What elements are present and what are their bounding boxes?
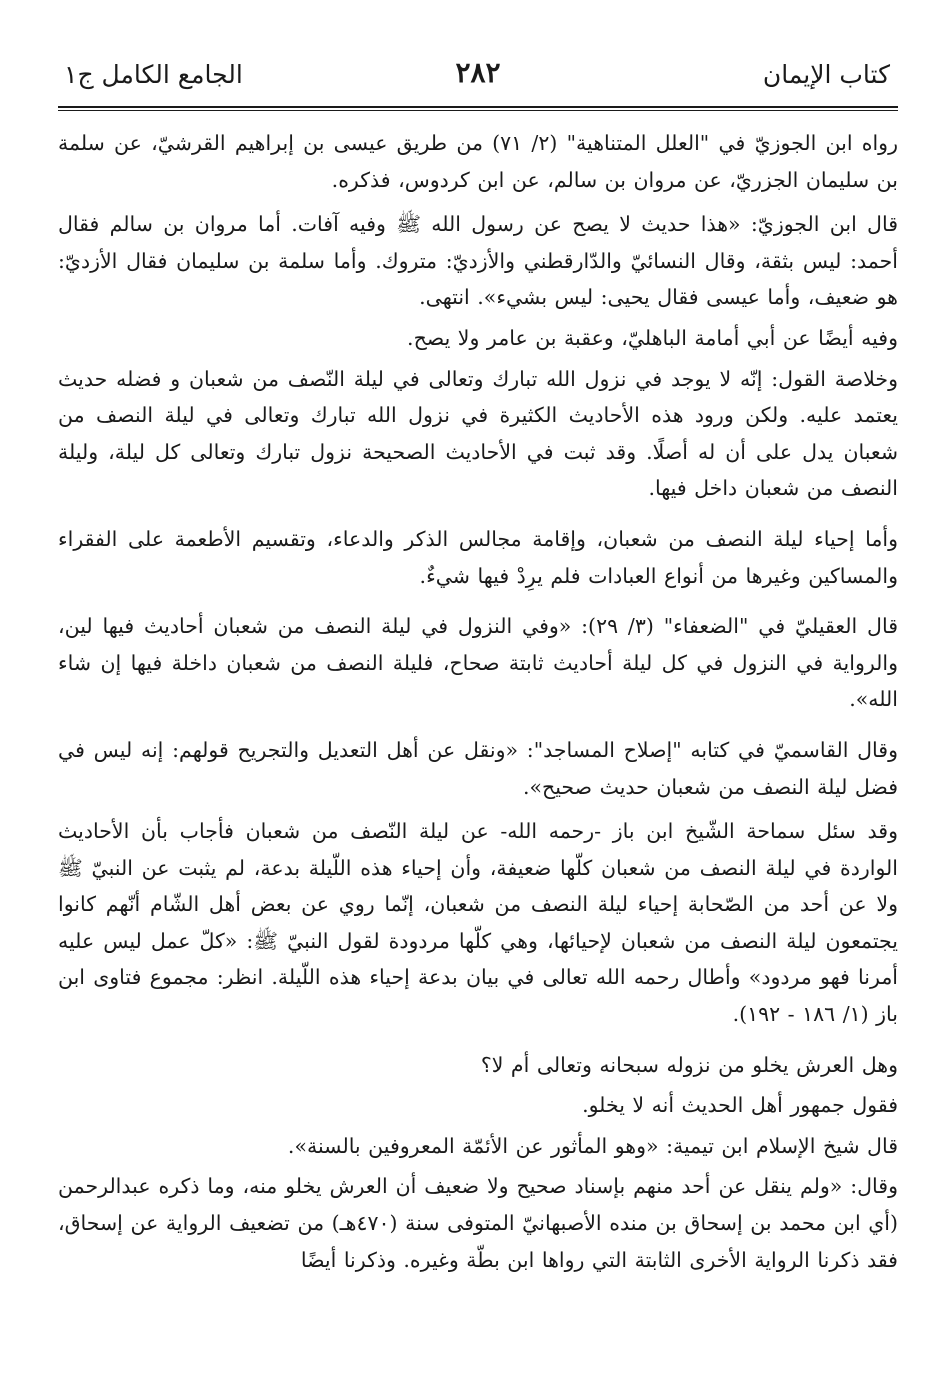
paragraph-question: وهل العرش يخلو من نزوله سبحانه وتعالى أم لا؟ [480, 1052, 898, 1077]
paragraph-ibn-taymiyya: قال شيخ الإسلام ابن تيمية: «وهو المأثور عن الأئمّة المعروفين بالسنة». [287, 1133, 898, 1158]
paragraph-reviving-night: وأما إحياء ليلة النصف من شعبان، وإقامة مجالس الذكر والدعاء، وتقسيم الأطعمة على الفقراء والمساكين وغيرها من أنواع العبادات فلم يرِدْ فيها شيءٌ. [58, 526, 898, 588]
page-number: ٢٨٢ [455, 56, 501, 89]
paragraph-source: رواه ابن الجوزيّ في "العلل المتناهية" (٢/ ٧١) من طريق عيسى بن إبراهيم القرشيّ، عن سلمة بن سليمان الجزريّ، عن مروان بن سالم، عن ابن كردوس، فذكره. [58, 131, 898, 192]
book-title: كتاب الإيمان [762, 60, 890, 89]
body-text [58, 125, 898, 1278]
header-rule [58, 106, 898, 111]
paragraph-ibn-jawzi: قال ابن الجوزيّ: «هذا حديث لا يصح عن رسول الله ﷺ وفيه آفات. أما مروان بن سالم فقال أحمد: ليس بثقة، وقال النسائيّ والدّارقطني والأزديّ: متروك. وأما سلمة بن سليمان فقال الأزديّ: هو ضعيف، وأما عيسى فقال يحيى: ليس بشيء». انتهى. [58, 212, 898, 310]
paragraph-quote: وقال: «ولم ينقل عن أحد منهم بإسناد صحيح ولا ضعيف أن العرش يخلو منه، وما ذكره عبدالرحمن (أي ابن محمد بن إسحاق بن منده الأصبهانيّ المتوفى سنة (٤٧٠هـ) من تضعيف الرواية عن إسحاق، فقد ذكرنا الرواية الأخرى الثابتة التي رواها ابن بطّة وغيره. وذكرنا أيضًا [58, 1174, 898, 1272]
paragraph-conclusion: وخلاصة القول: إنّه لا يوجد في نزول الله تبارك وتعالى في ليلة النّصف من شعبان و فضله حديث يعتمد عليه. ولكن ورود هذه الأحاديث الكثيرة في نزول الله تبارك وتعالى في ليلة النصف من شعبان يدل على أن له أصلًا. وقد ثبت في الأحاديث الصحيحة نزول تبارك وتعالى كل ليلة، وليلة النصف من شعبان داخل فيها. [58, 366, 898, 501]
running-header [58, 50, 898, 106]
collection-title: الجامع الكامل ج١ [64, 60, 243, 89]
paragraph-uqayli: قال العقيليّ في "الضعفاء" (٣/ ٢٩): «وفي النزول في ليلة النصف من شعبان أحاديث فيها لين، والرواية في النزول في كل ليلة أحاديث ثابتة صحاح، فليلة النصف من شعبان داخلة فيها إن شاء الله». [58, 614, 898, 712]
page [58, 50, 898, 1286]
paragraph-answer: فقول جمهور أهل الحديث أنه لا يخلو. [582, 1093, 898, 1118]
paragraph-ibn-baz: وقد سئل سماحة الشّيخ ابن باز -رحمه الله- عن ليلة النّصف من شعبان فأجاب بأن الأحاديث الواردة في ليلة النصف من شعبان كلّها ضعيفة، وأن إحياء هذه اللّيلة بدعة، لم يثبت عن النبيّ ﷺ ولا عن أحد من الصّحابة إحياء ليلة النصف من شعبان، إنّما روي عن بعض أهل الشّام أنّهم كانوا يجتمعون ليلة النصف من شعبان لإحيائها، وهي كلّها مردودة لقول النبيّ ﷺ: «كلّ عمل ليس عليه أمرنا فهو مردود» وأطال رحمه الله تعالى في بيان بدعة إحياء هذه اللّيلة. انظر: مجموع فتاوى ابن باز (١/ ١٨٦ - ١٩٢). [58, 819, 898, 1027]
paragraph-qasimi: وقال القاسميّ في كتابه "إصلاح المساجد": «ونقل عن أهل التعديل والتجريح قولهم: إنه ليس في فضل ليلة النصف من شعبان حديث صحيح». [58, 737, 898, 799]
paragraph-abu-umama: وفيه أيضًا عن أبي أمامة الباهليّ، وعقبة بن عامر ولا يصح. [407, 325, 898, 350]
